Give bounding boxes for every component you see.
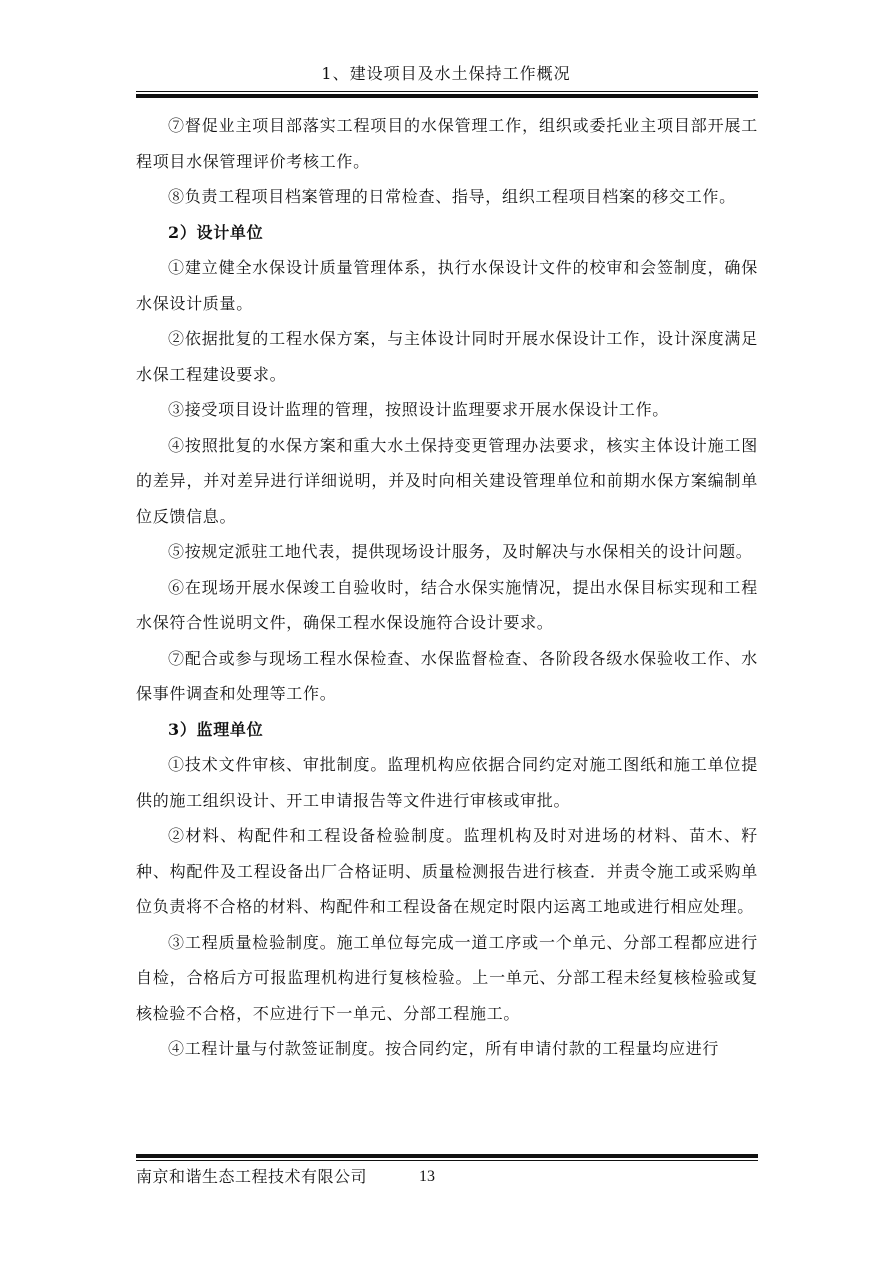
paragraph: ③接受项目设计监理的管理，按照设计监理要求开展水保设计工作。: [168, 400, 670, 419]
page-header-title: 1、建设项目及水土保持工作概况: [321, 64, 571, 83]
page-number: 13: [419, 1168, 436, 1185]
paragraph: ⑥在现场开展水保竣工自验收时，结合水保实施情况，提出水保目标实现和工程水保符合性说明文件，确保工程水保设施符合设计要求。: [136, 577, 758, 632]
paragraph: ⑤按规定派驻工地代表，提供现场设计服务，及时解决与水保相关的设计问题。: [168, 542, 753, 561]
body-text: [136, 108, 758, 1067]
footer-company-name: 南京和谐生态工程技术有限公司: [136, 1167, 368, 1186]
section-heading-design-unit: 2）设计单位: [168, 222, 264, 242]
header-rule-thick: [136, 94, 758, 98]
paragraph: ③工程质量检验制度。施工单位每完成一道工序或一个单元、分部工程都应进行自检，合格后方可报监理机构进行复核检验。上一单元、分部工程未经复核检验或复核检验不合格，不应进行下一单元、分部工程施工。: [136, 932, 758, 1023]
paragraph: ①技术文件审核、审批制度。监理机构应依据合同约定对施工图纸和施工单位提供的施工组织设计、开工申请报告等文件进行审核或审批。: [136, 755, 758, 810]
paragraph: ⑦督促业主项目部落实工程项目的水保管理工作，组织或委托业主项目部开展工程项目水保管理评价考核工作。: [136, 116, 758, 171]
footer-rule-thin: [136, 1160, 758, 1161]
page-footer: [136, 1165, 435, 1189]
paragraph: ②材料、构配件和工程设备检验制度。监理机构及时对进场的材料、苗木、籽种、构配件及工程设备出厂合格证明、质量检测报告进行核查．并责令施工或采购单位负责将不合格的材料、构配件和工程设备在规定时限内运离工地或进行相应处理。: [136, 826, 758, 916]
header-rule-thin: [136, 91, 758, 92]
paragraph: ⑧负责工程项目档案管理的日常检查、指导，组织工程项目档案的移交工作。: [168, 187, 736, 206]
footer-rule-thick: [136, 1154, 758, 1158]
paragraph: ④工程计量与付款签证制度。按合同约定，所有申请付款的工程量均应进行: [168, 1039, 720, 1058]
paragraph: ⑦配合或参与现场工程水保检查、水保监督检查、各阶段各级水保验收工作、水保事件调查和处理等工作。: [136, 648, 758, 703]
paragraph: ①建立健全水保设计质量管理体系，执行水保设计文件的校审和会签制度，确保水保设计质量。: [136, 258, 758, 313]
section-heading-supervision-unit: 3）监理单位: [168, 719, 264, 739]
paragraph: ②依据批复的工程水保方案，与主体设计同时开展水保设计工作，设计深度满足水保工程建设要求。: [136, 329, 758, 384]
paragraph: ④按照批复的水保方案和重大水土保持变更管理办法要求，核实主体设计施工图的差异，并对差异进行详细说明，并及时向相关建设管理单位和前期水保方案编制单位反馈信息。: [136, 435, 758, 526]
